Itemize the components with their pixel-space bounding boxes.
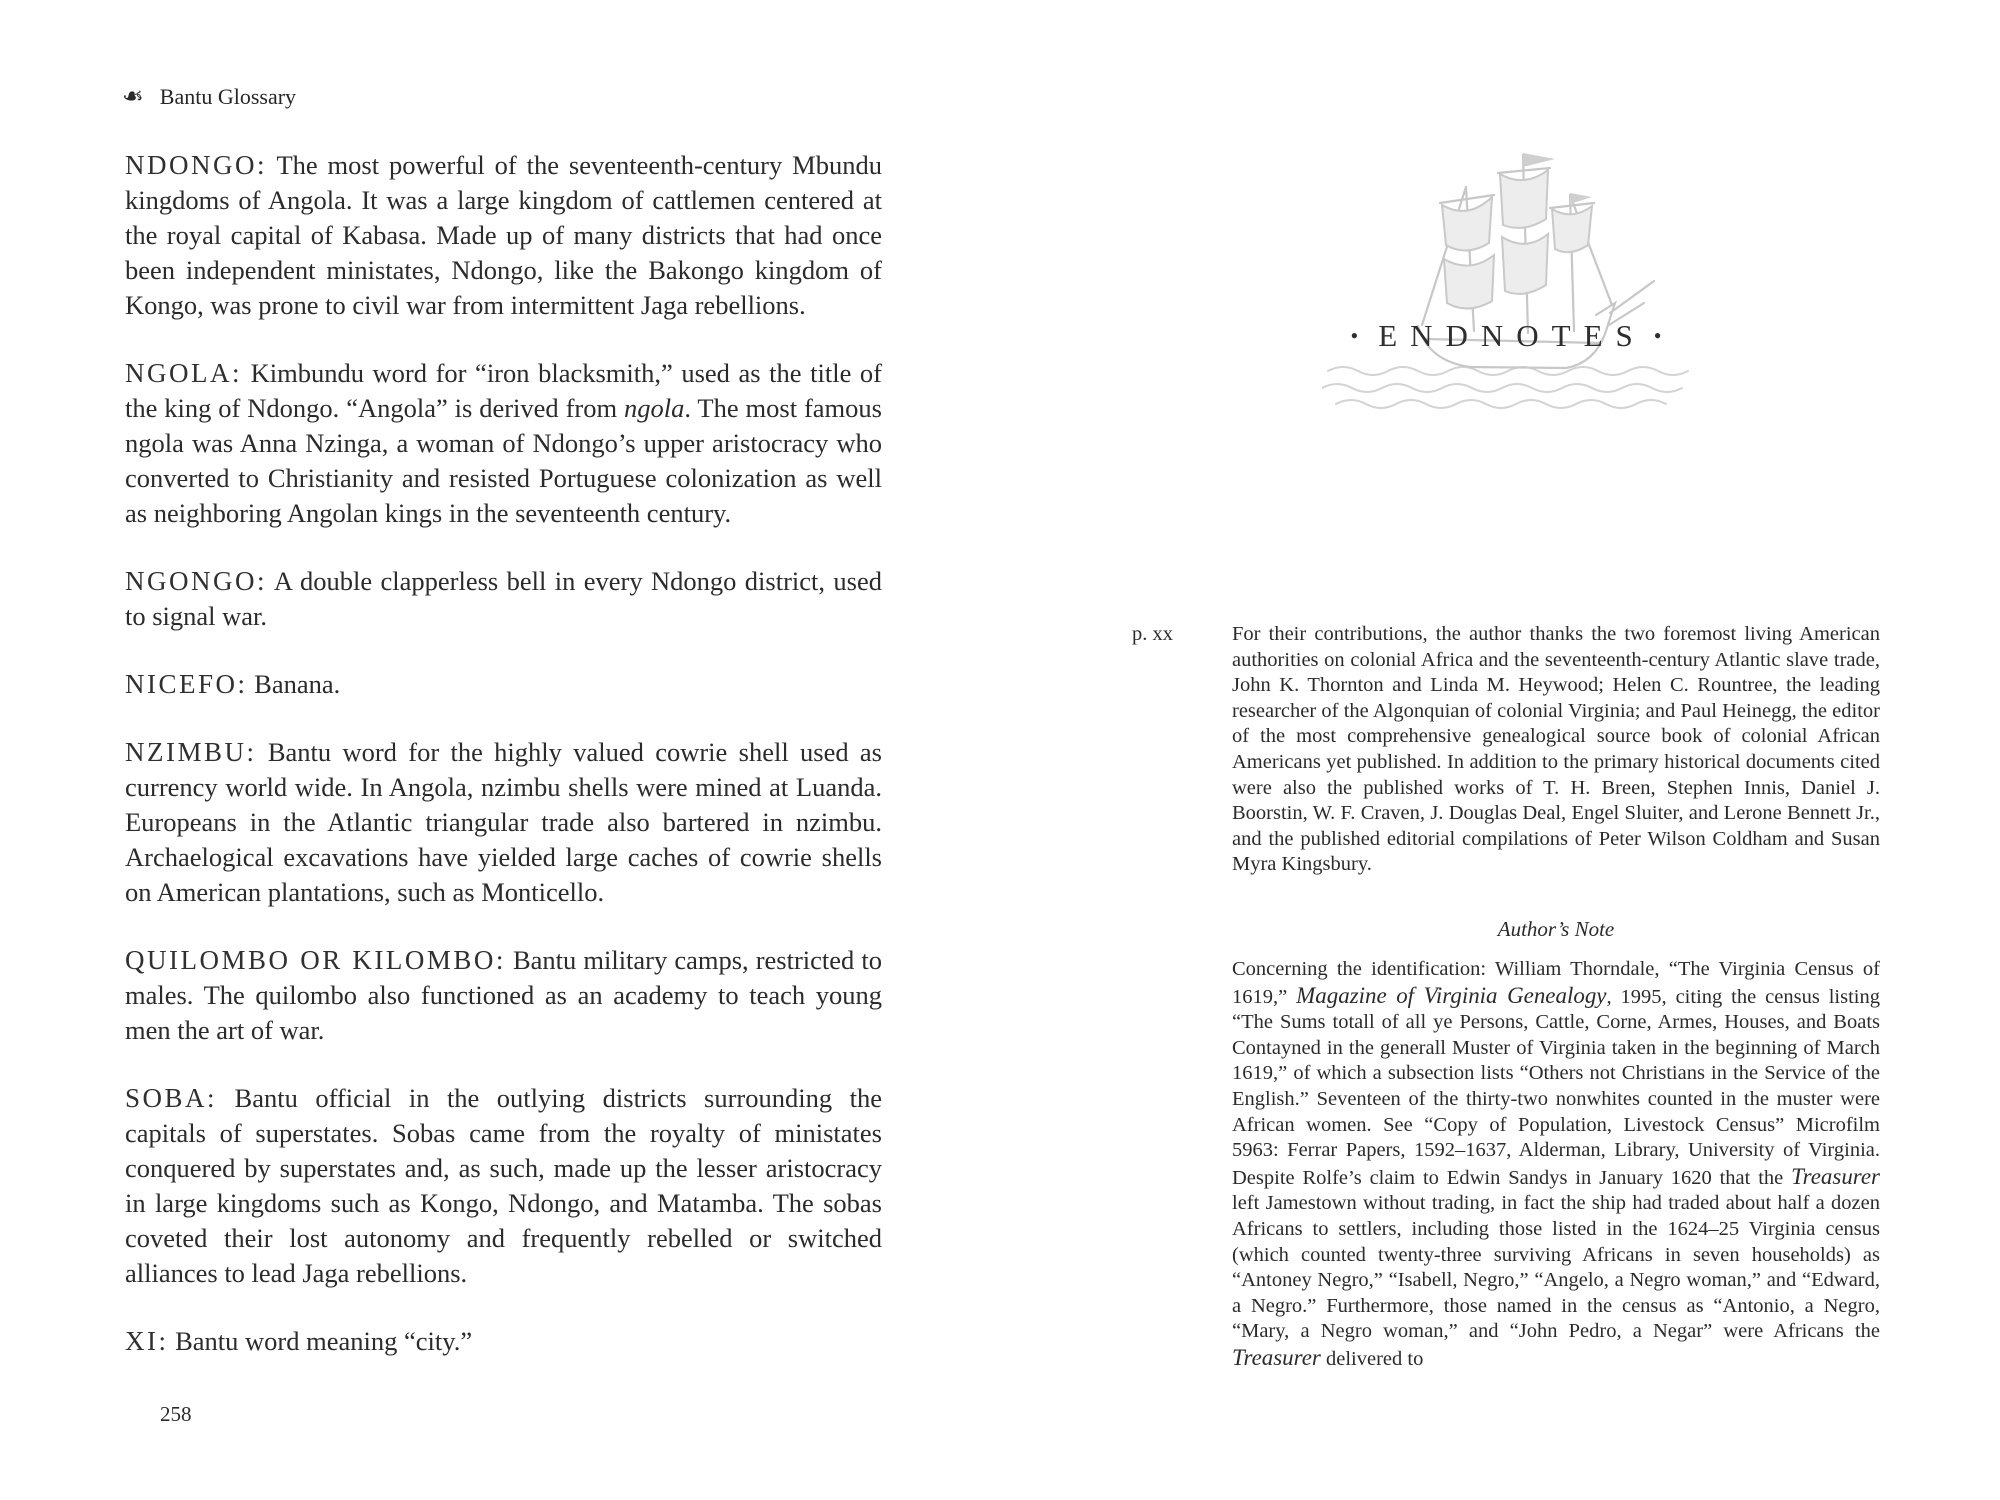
glossary-term: XI: — [125, 1326, 169, 1356]
endnote-text: For their contributions, the author thanks the two foremost living American authorities on colonial Africa and the seventeenth-century Atlantic slave trade, John K. Thornton and Linda M. Heywood; Helen C. Rountree, the leading researcher of the Algonquian of colonial Virginia; and Paul Heinegg, the editor of the most comprehensive genealogical source book of colonial African Americans yet published. In addition to the primary historical documents cited were also the published works of T. H. Breen, Stephen Innis, Daniel J. Boorstin, W. F. Craven, J. Douglas Deal, Engel Sluiter, and Lerone Bennett Jr., and the published editorial compilations of Peter Wilson Coldham and Susan Myra Kingsbury. — [1232, 623, 1880, 876]
sailing-ship-icon — [1322, 133, 1700, 425]
glossary-definition: Kimbundu word for “iron blacksmith,” used as the title of the king of Ndongo. “Angola” is derived from — [125, 358, 882, 423]
italic-word: ngola — [624, 393, 685, 423]
note-segment: delivered to — [1320, 1347, 1424, 1370]
glossary-definition: The most powerful of the seventeenth-century Mbundu kingdoms of Angola. It was a large kingdom of cattlemen centered at the royal capital of Kabasa. Made up of many districts that had once been independent ministates, Ndongo, like the Bakongo kingdom of Kongo, was prone to civil war from intermittent Jaga rebellions. — [125, 150, 882, 320]
glossary-entry-ngongo — [125, 564, 882, 634]
glossary-entry-nicefo — [125, 667, 882, 702]
glossary-definition: Banana. — [247, 669, 341, 699]
endnote-block — [1132, 622, 1880, 878]
page-number: 258 — [160, 1402, 192, 1426]
glossary-entry-xi — [125, 1324, 882, 1359]
endnotes-title — [1132, 318, 1880, 354]
italic-title: Magazine of Virginia Genealogy — [1296, 982, 1607, 1008]
glossary-definition: Bantu word meaning “city.” — [168, 1326, 473, 1356]
glossary-definition: Bantu word for the highly valued cowrie shell used as currency world wide. In Angola, nzimbu shells were mined at Luanda. Europeans in the Atlantic triangular trade also bartered in nzimbu. Archaelogical excavations have yielded large caches of cowrie shells on American plantations, such as Monticello. — [125, 737, 882, 907]
glossary-entry-quilombo — [125, 943, 882, 1048]
glossary-term: NGONGO: — [125, 566, 267, 596]
glossary-definition: . The most famous ngola was Anna Nzinga, a woman of Ndongo’s upper aristocracy who converted to Christianity and resisted Portuguese colonization as well as neighboring Angolan kings in the seventeenth century. — [125, 393, 882, 528]
authors-note-text — [1232, 957, 1880, 1373]
glossary-entry-ndongo — [125, 148, 882, 323]
glossary-definition: Bantu military camps, restricted to males. The quilombo also functioned as an academy to teach young men the art of war. — [125, 945, 882, 1045]
authors-note-heading: Author’s Note — [1497, 917, 1615, 941]
note-segment: Concerning the identification: William Thorndale, “The Virginia Census of 1619,” — [1232, 958, 1880, 1008]
glossary-definition: Bantu official in the outlying districts surrounding the capitals of superstates. Sobas came from the royalty of ministates conquered by superstates and, as such, made up the lesser aristocracy in large kingdoms such as Kongo, Ndongo, and Matamba. The sobas coveted their lost autonomy and frequently rebelled or switched alliances to lead Jaga rebellions. — [125, 1083, 882, 1288]
running-header-title: Bantu Glossary — [159, 84, 297, 109]
glossary-term: NZIMBU: — [125, 737, 257, 767]
glossary-term: NICEFO: — [125, 669, 248, 699]
glossary-column — [125, 148, 882, 1392]
glossary-term: SOBA: — [125, 1083, 218, 1113]
endnotes-title-text: ENDNOTES — [1378, 318, 1646, 353]
ship-illustration — [1322, 133, 1700, 425]
glossary-entry-nzimbu — [125, 735, 882, 910]
note-segment: left Jamestown without trading, in fact the ship had traded about half a dozen Africans to settlers, including those listed in the 1624–25 Virginia census (which counted twenty-three surviving Africans in seven households) as “Antoney Negro,” “Isabell, Negro,” “Angelo, a Negro woman,” and “Edward, a Negro.” Furthermore, those named in the census as “Antonio, a Negro, “Mary, a Negro woman,” and “John Pedro, a Negar” were Africans the — [1232, 1192, 1880, 1343]
running-header — [122, 84, 296, 110]
glossary-term: QUILOMBO OR KILOMBO: — [125, 945, 506, 975]
italic-ship-name: Treasurer — [1232, 1344, 1321, 1370]
italic-ship-name: Treasurer — [1791, 1163, 1880, 1189]
title-bullet-icon: • — [1350, 323, 1359, 348]
endnote-page-ref: p. xx — [1132, 623, 1173, 645]
glossary-term: NGOLA: — [125, 358, 242, 388]
glossary-term: NDONGO: — [125, 150, 267, 180]
glossary-entry-ngola — [125, 356, 882, 531]
note-segment: , 1995, citing the census listing “The Sums totall of all ye Persons, Cattle, Corne, Armes, Houses, and Boats Contayned in the generall Muster of Virginia taken in the beginning of March 1619,” of which a subsection lists “Others not Christians in the Service of the English.” Seventeen of the thirty-two nonwhites counted in the muster were African women. See “Copy of Population, Livestock Census” Microfilm 5963: Ferrar Papers, 1592–1637, Alderman, Library, University of Virginia. Despite Rolfe’s claim to Edwin Sandys in January 1620 that the — [1232, 985, 1880, 1189]
glossary-entry-soba — [125, 1081, 882, 1291]
title-bullet-icon: • — [1653, 323, 1662, 348]
fleuron-ornament-icon: ❧ — [122, 82, 144, 111]
glossary-definition: A double clapperless bell in every Ndongo district, used to signal war. — [125, 566, 882, 631]
